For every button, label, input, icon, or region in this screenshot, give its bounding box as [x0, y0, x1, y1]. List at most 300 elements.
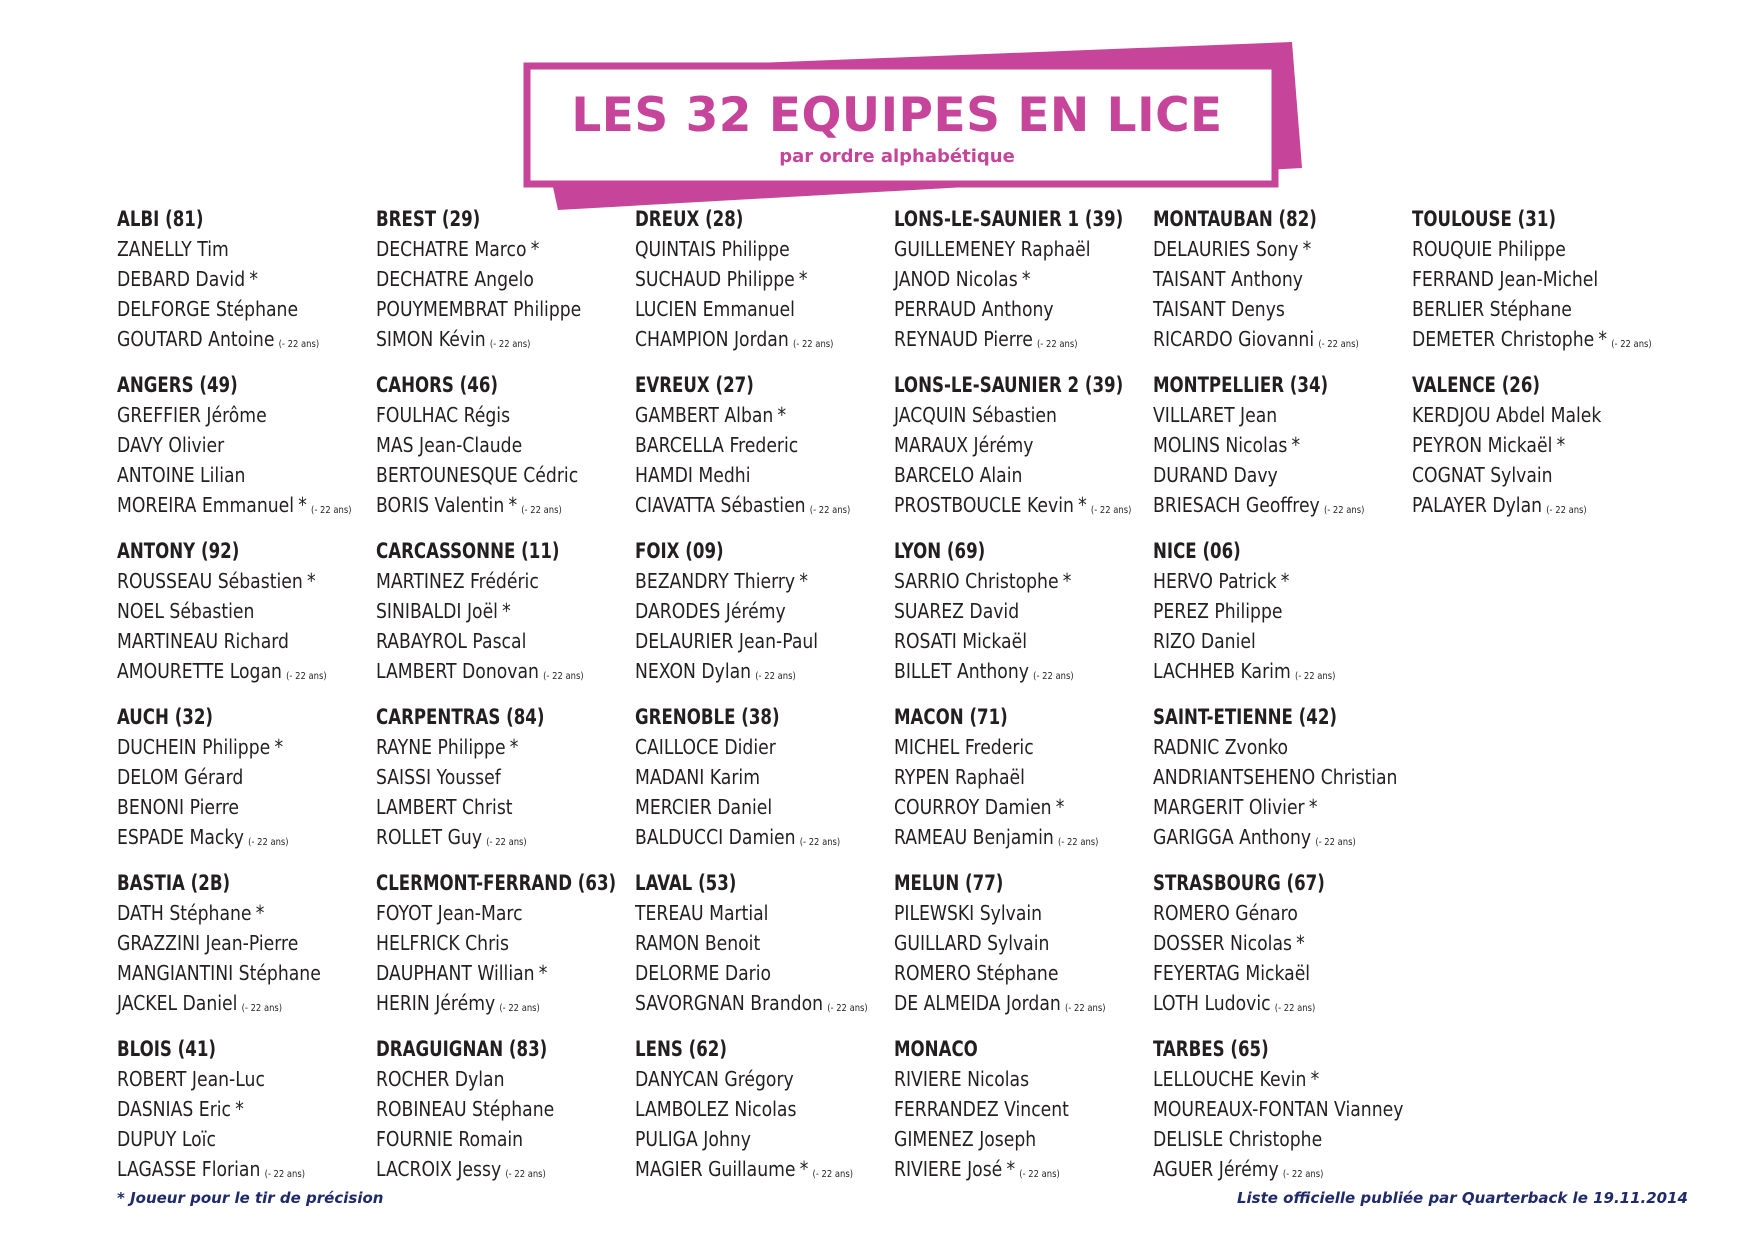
under-22-label: (- 22 ans)	[792, 339, 834, 350]
precision-marker: *	[1291, 433, 1301, 457]
precision-marker: *	[799, 1157, 809, 1181]
precision-marker: *	[249, 267, 258, 291]
player-row	[1153, 732, 1388, 762]
player-row	[635, 596, 870, 626]
player-row	[635, 928, 870, 958]
team-block	[1153, 371, 1433, 526]
player-row	[894, 898, 1129, 928]
player-row	[635, 460, 870, 490]
player-row	[376, 762, 611, 792]
player-name: MICHEL Frederic	[894, 735, 1034, 759]
precision-marker: *	[1078, 493, 1087, 517]
under-22-label: (- 22 ans)	[1033, 671, 1074, 682]
player-name: LAMBERT Christ	[376, 795, 513, 819]
player-name: SAISSI Youssef	[376, 765, 501, 789]
precision-marker: *	[255, 901, 265, 925]
team-block	[635, 371, 915, 526]
player-name: HERVO Patrick	[1153, 569, 1277, 593]
player-name: RICARDO Giovanni	[1153, 327, 1315, 351]
player-row	[1153, 490, 1388, 526]
player-row	[894, 264, 1129, 294]
player-name: SUCHAUD Philippe	[635, 267, 795, 291]
under-22-label: (- 22 ans)	[278, 339, 320, 350]
player-row	[117, 596, 352, 626]
player-name: LAMBERT Donovan	[376, 659, 539, 683]
player-row	[894, 958, 1129, 988]
under-22-label: (- 22 ans)	[1315, 837, 1356, 848]
player-row	[1153, 928, 1388, 958]
player-row	[1153, 460, 1388, 490]
player-row	[376, 460, 611, 490]
player-name: GIMENEZ Joseph	[894, 1127, 1037, 1151]
player-row	[1412, 294, 1647, 324]
player-name: DELAURIES Sony	[1153, 237, 1299, 261]
player-row	[1153, 324, 1388, 360]
precision-marker: *	[1556, 433, 1566, 457]
player-row	[635, 490, 870, 526]
team-block	[376, 1035, 656, 1190]
under-22-label: (- 22 ans)	[521, 505, 562, 516]
player-name: DAUPHANT Willian	[376, 961, 535, 985]
player-name: MERCIER Daniel	[635, 795, 773, 819]
player-name: LAGASSE Florian	[117, 1157, 261, 1181]
player-row	[376, 294, 611, 324]
precision-marker: *	[509, 735, 519, 759]
player-row	[117, 988, 352, 1024]
team-block	[376, 869, 656, 1024]
team-name: MELUN (77)	[894, 871, 1004, 895]
team-name: SAINT-ETIENNE (42)	[1153, 705, 1338, 729]
team-name: TOULOUSE (31)	[1412, 207, 1556, 231]
player-row	[894, 1124, 1129, 1154]
player-row	[376, 988, 611, 1024]
precision-marker: *	[1021, 267, 1031, 291]
player-row	[1153, 762, 1398, 792]
team-block	[117, 371, 397, 526]
team-name: DREUX (28)	[635, 207, 744, 231]
player-name: DAVY Olivier	[117, 433, 225, 457]
player-name: SARRIO Christophe	[894, 569, 1059, 593]
player-name: GUILLARD Sylvain	[894, 931, 1050, 955]
player-row	[117, 822, 352, 858]
player-row	[1153, 430, 1388, 460]
player-row	[376, 324, 611, 360]
player-row	[894, 732, 1129, 762]
team-block	[117, 869, 397, 1024]
player-name: LOTH Ludovic	[1153, 991, 1271, 1015]
player-row	[894, 460, 1129, 490]
team-name: DRAGUIGNAN (83)	[376, 1037, 548, 1061]
player-row	[376, 400, 611, 430]
player-row	[894, 988, 1129, 1024]
team-name: BLOIS (41)	[117, 1037, 217, 1061]
under-22-label: (- 22 ans)	[1090, 505, 1132, 516]
player-row	[635, 324, 870, 360]
precision-marker: *	[306, 569, 316, 593]
player-row	[376, 928, 611, 958]
player-name: PERRAUD Anthony	[894, 297, 1054, 321]
player-name: GREFFIER Jérôme	[117, 403, 267, 427]
player-row	[894, 1064, 1129, 1094]
player-name: PEREZ Philippe	[1153, 599, 1283, 623]
player-name: LAMBOLEZ Nicolas	[635, 1097, 797, 1121]
player-row	[1153, 1064, 1388, 1094]
player-name: PALAYER Dylan	[1412, 493, 1543, 517]
player-name: GUILLEMENEY Raphaël	[894, 237, 1091, 261]
player-name: BENONI Pierre	[117, 795, 240, 819]
player-name: DELFORGE Stéphane	[117, 297, 299, 321]
player-name: RYPEN Raphaël	[894, 765, 1025, 789]
player-row	[635, 792, 870, 822]
player-row	[117, 656, 352, 692]
player-row	[1153, 566, 1388, 596]
player-row	[117, 898, 352, 928]
player-name: DEMETER Christophe	[1412, 327, 1595, 351]
header-banner	[0, 0, 1754, 240]
player-row	[1153, 234, 1388, 264]
player-name: NOEL Sébastien	[117, 599, 255, 623]
player-name: AGUER Jérémy	[1153, 1157, 1279, 1181]
player-name: DASNIAS Eric	[117, 1097, 232, 1121]
player-name: DUCHEIN Philippe	[117, 735, 271, 759]
player-name: DUPUY Loïc	[117, 1127, 216, 1151]
team-name: MONTAUBAN (82)	[1153, 207, 1317, 231]
team-name: NICE (06)	[1153, 539, 1241, 563]
player-row	[1412, 430, 1647, 460]
player-name: COURROY Damien	[894, 795, 1052, 819]
player-name: ROCHER Dylan	[376, 1067, 505, 1091]
player-name: MOUREAUX-FONTAN Vianney	[1153, 1097, 1404, 1121]
under-22-label: (- 22 ans)	[1546, 505, 1587, 516]
player-row	[376, 1154, 611, 1190]
under-22-label: (- 22 ans)	[1282, 1169, 1324, 1180]
player-row	[1412, 490, 1647, 526]
player-name: MARGERIT Olivier	[1153, 795, 1305, 819]
team-block	[376, 371, 656, 526]
under-22-label: (- 22 ans)	[812, 1169, 854, 1180]
player-name: ROMERO Génaro	[1153, 901, 1298, 925]
player-name: DURAND Davy	[1153, 463, 1278, 487]
player-name: DARODES Jérémy	[635, 599, 786, 623]
player-name: JACQUIN Sébastien	[894, 403, 1057, 427]
player-row	[376, 234, 611, 264]
player-name: ROSATI Mickaël	[894, 629, 1027, 653]
under-22-label: (- 22 ans)	[1294, 671, 1336, 682]
player-name: ROUQUIE Philippe	[1412, 237, 1566, 261]
player-name: DECHATRE Angelo	[376, 267, 534, 291]
player-row	[117, 792, 352, 822]
under-22-label: (- 22 ans)	[505, 1169, 546, 1180]
player-row	[1412, 324, 1652, 360]
player-name: RIVIERE Nicolas	[894, 1067, 1030, 1091]
precision-marker: *	[298, 493, 307, 517]
player-row	[894, 626, 1129, 656]
player-name: BALDUCCI Damien	[635, 825, 796, 849]
player-row	[635, 400, 870, 430]
player-row	[894, 566, 1129, 596]
precision-marker: *	[1310, 1067, 1320, 1091]
team-block	[1153, 205, 1433, 360]
team-block	[894, 703, 1174, 858]
player-row	[1153, 958, 1388, 988]
player-row	[1153, 626, 1388, 656]
player-name: BILLET Anthony	[894, 659, 1029, 683]
player-row	[117, 732, 352, 762]
precision-marker: *	[799, 569, 808, 593]
player-name: RADNIC Zvonko	[1153, 735, 1289, 759]
player-row	[1153, 400, 1388, 430]
team-block	[117, 537, 397, 692]
player-name: BARCELO Alain	[894, 463, 1023, 487]
player-name: FOYOT Jean-Marc	[376, 901, 523, 925]
player-name: POUYMEMBRAT Philippe	[376, 297, 582, 321]
player-row	[117, 958, 352, 988]
player-name: TEREAU Martial	[635, 901, 769, 925]
player-row	[1153, 1094, 1404, 1124]
player-row	[1412, 460, 1647, 490]
player-row	[117, 626, 352, 656]
player-row	[1412, 400, 1647, 430]
player-name: AMOURETTE Logan	[117, 659, 282, 683]
under-22-label: (- 22 ans)	[543, 671, 584, 682]
player-name: LACROIX Jessy	[376, 1157, 502, 1181]
player-row	[117, 294, 352, 324]
under-22-label: (- 22 ans)	[499, 1003, 540, 1014]
player-name: RIVIERE José	[894, 1157, 1003, 1181]
player-row	[635, 626, 870, 656]
player-row	[117, 928, 352, 958]
player-name: BEZANDRY Thierry	[635, 569, 796, 593]
player-row	[635, 294, 870, 324]
player-row	[376, 430, 611, 460]
player-row	[117, 400, 352, 430]
player-name: ZANELLY Tim	[117, 237, 229, 261]
under-22-label: (- 22 ans)	[1019, 1169, 1060, 1180]
player-name: CIAVATTA Sébastien	[635, 493, 806, 517]
under-22-label: (- 22 ans)	[1065, 1003, 1106, 1014]
player-row	[1412, 234, 1647, 264]
player-name: MADANI Karim	[635, 765, 760, 789]
player-name: MAS Jean-Claude	[376, 433, 523, 457]
player-name: RAMEAU Benjamin	[894, 825, 1054, 849]
player-row	[117, 1094, 352, 1124]
player-row	[117, 324, 352, 360]
team-name: LENS (62)	[635, 1037, 727, 1061]
player-row	[894, 1094, 1129, 1124]
precision-marker: *	[508, 493, 518, 517]
team-block	[1153, 1035, 1433, 1190]
player-row	[635, 762, 870, 792]
precision-marker: *	[538, 961, 548, 985]
under-22-label: (- 22 ans)	[1057, 837, 1099, 848]
player-row	[635, 988, 870, 1024]
player-name: FERRAND Jean-Michel	[1412, 267, 1599, 291]
under-22-label: (- 22 ans)	[827, 1003, 868, 1014]
team-block	[635, 1035, 915, 1190]
team-block	[1412, 371, 1692, 526]
player-name: MARAUX Jérémy	[894, 433, 1034, 457]
page-title: LES 32 EQUIPES EN LICE	[571, 88, 1223, 143]
player-row	[1153, 294, 1388, 324]
player-row	[635, 958, 870, 988]
player-row	[376, 822, 611, 858]
player-row	[376, 264, 611, 294]
player-name: GRAZZINI Jean-Pierre	[117, 931, 299, 955]
player-row	[376, 898, 611, 928]
team-name: MACON (71)	[894, 705, 1008, 729]
precision-marker: *	[1302, 237, 1312, 261]
player-name: DECHATRE Marco	[376, 237, 527, 261]
player-row	[117, 1064, 352, 1094]
player-row	[635, 898, 870, 928]
player-row	[635, 1124, 870, 1154]
team-name: CARCASSONNE (11)	[376, 539, 560, 563]
player-row	[117, 566, 352, 596]
precision-marker: *	[1308, 795, 1318, 819]
player-row	[376, 1064, 611, 1094]
player-name: DELORME Dario	[635, 961, 772, 985]
player-row	[1153, 898, 1388, 928]
team-name: LONS-LE-SAUNIER 2 (39)	[894, 373, 1124, 397]
player-name: BERTOUNESQUE Cédric	[376, 463, 579, 487]
player-row	[376, 1124, 611, 1154]
team-block	[635, 703, 915, 858]
player-name: RAMON Benoit	[635, 931, 761, 955]
team-block	[635, 869, 915, 1024]
player-name: DELAURIER Jean-Paul	[635, 629, 819, 653]
player-name: JACKEL Daniel	[117, 991, 238, 1015]
player-name: HAMDI Medhi	[635, 463, 751, 487]
player-row	[635, 732, 870, 762]
player-name: MANGIANTINI Stéphane	[117, 961, 321, 985]
under-22-label: (- 22 ans)	[264, 1169, 306, 1180]
under-22-label: (- 22 ans)	[248, 837, 289, 848]
player-name: DOSSER Nicolas	[1153, 931, 1292, 955]
player-name: RAYNE Philippe	[376, 735, 506, 759]
player-name: DANYCAN Grégory	[635, 1067, 794, 1091]
under-22-label: (- 22 ans)	[1037, 339, 1078, 350]
player-name: TAISANT Denys	[1153, 297, 1285, 321]
team-name: LAVAL (53)	[635, 871, 737, 895]
player-name: HERIN Jérémy	[376, 991, 496, 1015]
under-22-label: (- 22 ans)	[489, 339, 531, 350]
player-name: RIZO Daniel	[1153, 629, 1256, 653]
player-name: ANDRIANTSEHENO Christian	[1153, 765, 1398, 789]
under-22-label: (- 22 ans)	[755, 671, 796, 682]
player-row	[117, 490, 352, 526]
player-row	[894, 656, 1129, 692]
player-name: JANOD Nicolas	[894, 267, 1018, 291]
player-row	[376, 958, 611, 988]
player-row	[376, 490, 611, 526]
team-block	[1412, 205, 1692, 360]
team-name: MONTPELLIER (34)	[1153, 373, 1329, 397]
player-name: LACHHEB Karim	[1153, 659, 1291, 683]
precision-marker: *	[1296, 931, 1305, 955]
player-row	[1153, 1124, 1388, 1154]
player-row	[117, 460, 352, 490]
team-block	[376, 537, 656, 692]
player-name: BERLIER Stéphane	[1412, 297, 1572, 321]
team-block	[117, 205, 397, 360]
precision-marker: *	[1055, 795, 1065, 819]
precision-marker: *	[1280, 569, 1290, 593]
under-22-label: (- 22 ans)	[241, 1003, 283, 1014]
player-row	[635, 656, 870, 692]
player-row	[894, 234, 1129, 264]
team-name: FOIX (09)	[635, 539, 724, 563]
player-row	[894, 822, 1129, 858]
player-row	[635, 566, 870, 596]
player-row	[1153, 988, 1388, 1024]
player-name: LUCIEN Emmanuel	[635, 297, 795, 321]
team-name: VALENCE (26)	[1412, 373, 1541, 397]
team-name: CLERMONT-FERRAND (63)	[376, 871, 617, 895]
team-name: LONS-LE-SAUNIER 1 (39)	[894, 207, 1124, 231]
player-name: GOUTARD Antoine	[117, 327, 275, 351]
team-name: MONACO	[894, 1037, 978, 1061]
team-name: TARBES (65)	[1153, 1037, 1269, 1061]
player-name: ROLLET Guy	[376, 825, 483, 849]
under-22-label: (- 22 ans)	[286, 671, 327, 682]
precision-marker: *	[235, 1097, 244, 1121]
precision-marker: *	[1598, 327, 1608, 351]
player-name: PROSTBOUCLE Kevin	[894, 493, 1074, 517]
under-22-label: (- 22 ans)	[1611, 339, 1652, 350]
player-name: VILLARET Jean	[1153, 403, 1278, 427]
precision-marker: *	[798, 267, 808, 291]
player-name: GARIGGA Anthony	[1153, 825, 1312, 849]
team-name: BREST (29)	[376, 207, 481, 231]
player-row	[894, 430, 1129, 460]
under-22-label: (- 22 ans)	[311, 505, 352, 516]
player-row	[376, 792, 611, 822]
player-name: GAMBERT Alban	[635, 403, 774, 427]
player-row	[376, 626, 611, 656]
player-row	[894, 792, 1129, 822]
player-name: COGNAT Sylvain	[1412, 463, 1553, 487]
team-block	[894, 537, 1174, 692]
team-name: CAHORS (46)	[376, 373, 499, 397]
player-row	[635, 234, 870, 264]
team-name: ANGERS (49)	[117, 373, 238, 397]
player-name: REYNAUD Pierre	[894, 327, 1033, 351]
team-name: ALBI (81)	[117, 207, 204, 231]
player-name: DATH Stéphane	[117, 901, 252, 925]
player-row	[1153, 264, 1388, 294]
player-row	[635, 430, 870, 460]
player-name: MOREIRA Emmanuel	[117, 493, 295, 517]
player-name: HELFRICK Chris	[376, 931, 509, 955]
player-row	[376, 732, 611, 762]
player-name: SAVORGNAN Brandon	[635, 991, 824, 1015]
player-name: FOURNIE Romain	[376, 1127, 524, 1151]
player-row	[376, 1094, 611, 1124]
player-name: MAGIER Guillaume	[635, 1157, 796, 1181]
team-block	[635, 537, 915, 692]
team-name: BASTIA (2B)	[117, 871, 231, 895]
team-block	[635, 205, 915, 360]
player-row	[894, 762, 1129, 792]
player-row	[635, 1094, 870, 1124]
team-block	[894, 869, 1174, 1024]
player-row	[894, 490, 1132, 526]
player-name: PULIGA Johny	[635, 1127, 751, 1151]
footnote-precision: * Joueur pour le tir de précision	[117, 1189, 384, 1207]
player-name: RABAYROL Pascal	[376, 629, 527, 653]
player-name: NEXON Dylan	[635, 659, 752, 683]
player-name: CAILLOCE Didier	[635, 735, 776, 759]
